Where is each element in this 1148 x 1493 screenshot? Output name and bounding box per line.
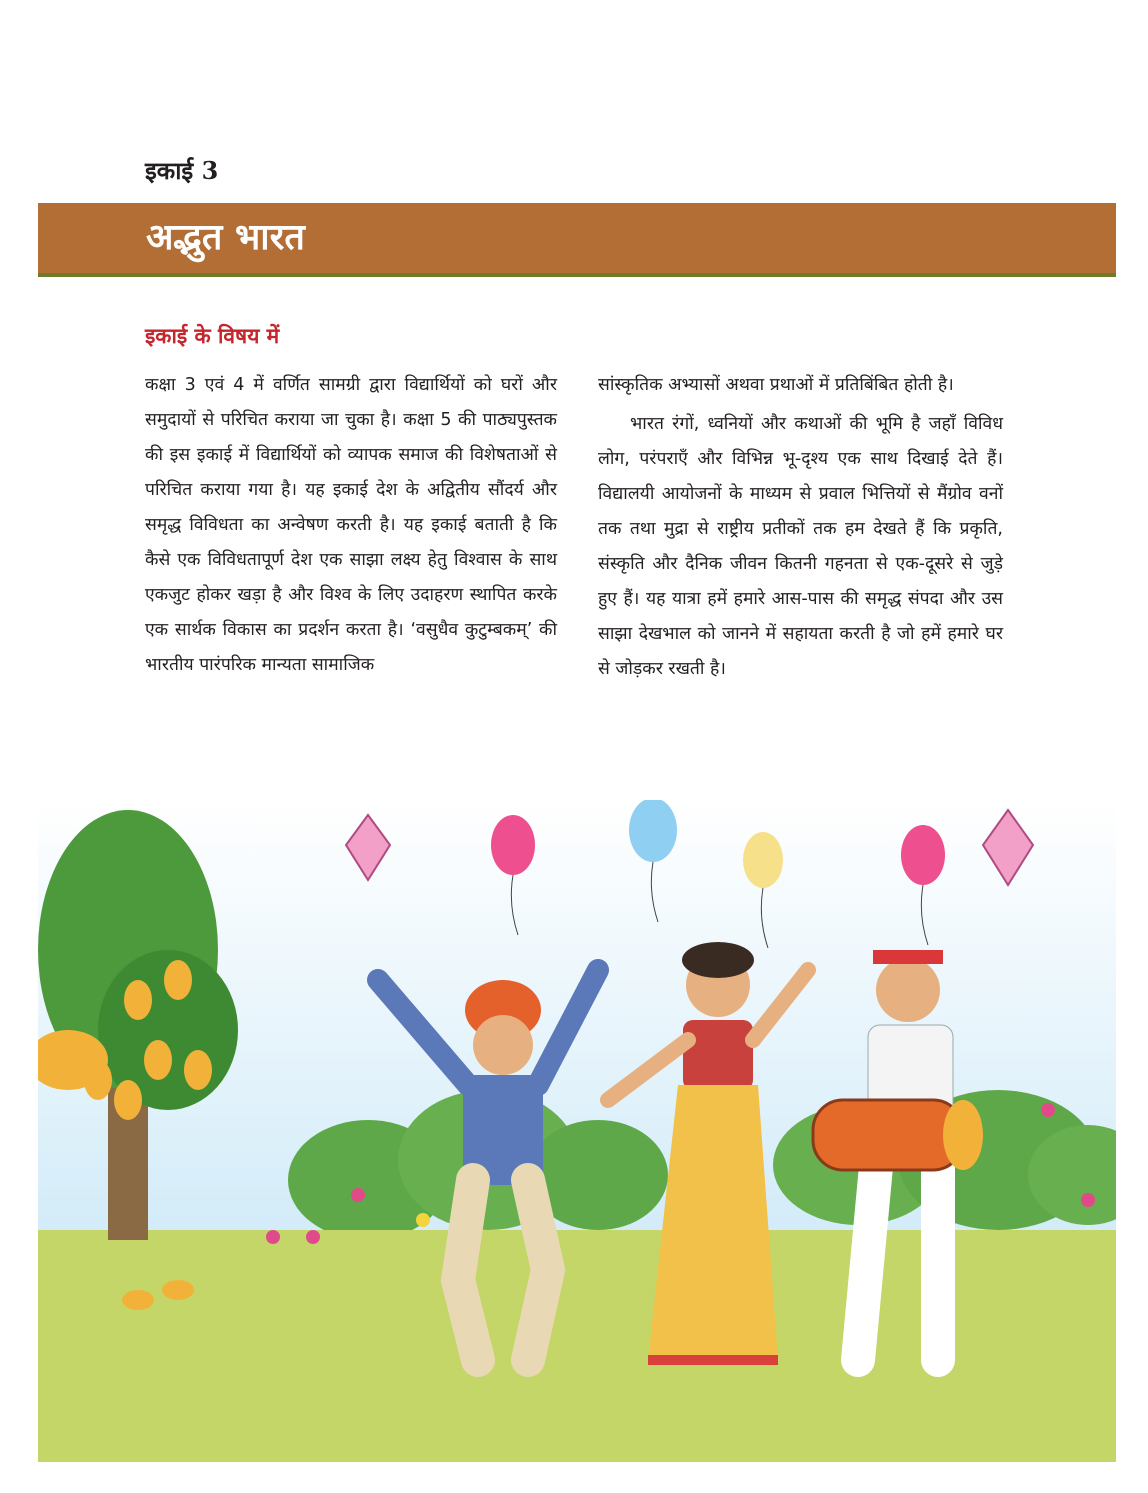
text-column-right (598, 368, 1003, 687)
paragraph-left: कक्षा 3 एवं 4 में वर्णित सामग्री द्वारा विद्यार्थियों को घरों और समुदायों से परिचित कराया जा चुका है। कक्षा 5 की पाठ्यपुस्तक की इस इकाई में विद्यार्थियों को व्यापक समाज की विशेषताओं से परिचित कराया गया है। यह इकाई देश के अद्वितीय सौंदर्य और समृद्ध विविधता का अन्वेषण करती है। यह इकाई बताती है कि कैसे एक विविधतापूर्ण देश एक साझा लक्ष्य हेतु विश्वास के साथ एकजुट होकर खड़ा है और विश्व के लिए उदाहरण स्थापित करके एक सार्थक विकास का प्रदर्शन करता है। ‘वसुधैव कुटुम्बकम्’ की भारतीय पारंपरिक मान्यता सामाजिक (145, 375, 557, 675)
unit-label: इकाई 3 (145, 156, 219, 185)
paragraph-right-2: भारत रंगों, ध्वनियों और कथाओं की भूमि है जहाँ विविध लोग, परंपराएँ और विभिन्न भू-दृश्य एक साथ दिखाई देते हैं। विद्यालयी आयोजनों के माध्यम से प्रवाल भित्तियों से मैंग्रोव वनों तक तथा मुद्रा से राष्ट्रीय प्रतीकों तक हम देखते हैं कि प्रकृति, संस्कृति और दैनिक जीवन कितनी गहनता से एक-दूसरे से जुड़े हुए हैं। यह यात्रा हमें हमारे आस-पास की समृद्ध संपदा और उस साझा देखभाल को जानने में सहायता करती है जो हमें हमारे घर से जोड़कर रखती है। (598, 414, 1003, 679)
text-column-left (145, 368, 557, 683)
paragraph-right-1: सांस्कृतिक अभ्यासों अथवा प्रथाओं में प्रतिबिंबित होती है। (598, 375, 954, 395)
page-title: अद्भुत भारत (146, 217, 305, 258)
title-band (38, 203, 1116, 277)
section-heading: इकाई के विषय में (145, 324, 280, 348)
festival-illustration (38, 800, 1116, 1462)
